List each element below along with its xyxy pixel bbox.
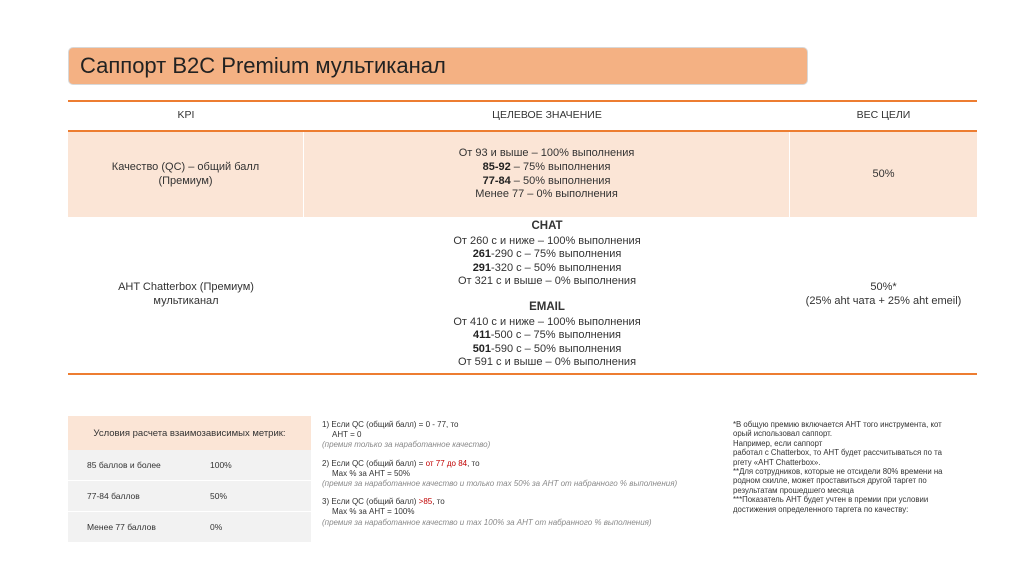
weight-cell: 50% [872, 167, 895, 180]
kpi-name-cell [68, 132, 304, 217]
kpi-name-line: AHT Chatterbox (Премиум) [118, 281, 254, 294]
target-line [473, 262, 622, 276]
rule-text: , то [432, 497, 445, 507]
header-kpi: KPI [177, 109, 195, 122]
note-line: достижения определенного таргета по качеству: [733, 504, 909, 514]
condition-value: 100% [210, 460, 232, 470]
footnotes [733, 420, 973, 514]
weight-cell [790, 217, 977, 373]
target-line: От 591 с и выше – 0% выполнения [457, 356, 637, 369]
rule-highlight: >85 [418, 497, 433, 507]
rule-3 [322, 497, 712, 528]
rule-text: 3) Если QC (общий балл) [322, 497, 419, 507]
rule-1 [322, 420, 712, 451]
target-text: -290 с – 75% выполнения [491, 248, 622, 261]
target-text: -320 с – 50% выполнения [491, 261, 622, 274]
note-line: **Для сотрудников, которые не отсидели 80% времени на [733, 467, 943, 477]
target-bold: 85-92 [482, 160, 511, 173]
rule-text: 2) Если QC (общий балл) = [322, 458, 426, 468]
target-line: От 321 с и выше – 0% выполнения [457, 275, 637, 288]
rule-condition [322, 497, 712, 507]
condition-label: 85 баллов и более [87, 460, 161, 470]
rule-condition [322, 459, 712, 469]
target-line [473, 343, 622, 357]
target-text: – 75% выполнения [510, 160, 611, 173]
header-target: ЦЕЛЕВОЕ ЗНАЧЕНИЕ [492, 109, 602, 122]
note-line: *В общую премию включается АНТ того инструмента, кот [733, 420, 942, 429]
kpi-name-cell [68, 217, 304, 373]
table-row [68, 512, 311, 542]
rules-block [322, 420, 712, 536]
chat-heading: CHAT [531, 220, 563, 233]
note-line: работал с Chatterbox, то AHT будет рассчитываться по та [733, 448, 942, 458]
condition-label: 77-84 баллов [87, 491, 140, 501]
target-bold: 291 [472, 261, 492, 274]
target-line [473, 248, 622, 262]
condition-label: Менее 77 баллов [87, 522, 156, 532]
target-line [483, 175, 611, 189]
target-bold: 261 [472, 248, 492, 261]
email-heading: EMAIL [529, 301, 565, 313]
note-line: Например, если саппорт [733, 438, 823, 448]
note-line: результатам прошедшего месяца [733, 485, 854, 495]
note-line: орый использовал саппорт. [733, 429, 833, 439]
kpi-name-line: (Премиум) [158, 174, 213, 187]
conditions-table [68, 416, 311, 542]
target-line [483, 161, 611, 175]
target-line: От 410 с и ниже – 100% выполнения [453, 315, 641, 328]
condition-value: 50% [210, 491, 228, 501]
rule-condition: 1) Если QC (общий балл) = 0 - 77, то [322, 420, 459, 429]
weight-line: (25% aht чата + 25% aht emeil) [805, 295, 962, 307]
weight-line: 50%* [870, 281, 897, 294]
header-weight: ВЕС ЦЕЛИ [856, 109, 911, 122]
rule-result: AHT = 0 [332, 430, 362, 440]
note-line: ***Показатель AHT будет учтен в премии при условии [733, 495, 929, 505]
page-title: Саппорт B2C Premium мультиканал [68, 47, 808, 85]
target-bold: 77-84 [482, 174, 511, 187]
note-line: ргету «AHT Chatterbox». [733, 457, 821, 467]
note-line: родном скилле, может проставиться другой таргет по [733, 476, 927, 486]
rule-2 [322, 459, 712, 490]
target-text: -500 с – 75% выполнения [490, 329, 621, 342]
table-row [68, 481, 311, 511]
target-cell [304, 217, 790, 373]
kpi-table-header [68, 100, 977, 132]
condition-value: 0% [210, 522, 223, 532]
target-line: От 260 с и ниже – 100% выполнения [453, 234, 641, 247]
rule-highlight: от 77 до 84 [425, 458, 468, 468]
rule-note: (премия за наработанное качество и max 100% за AHT от набранного % выполнения) [322, 517, 652, 527]
target-line [473, 329, 621, 343]
target-text: – 50% выполнения [510, 174, 611, 187]
table-row [68, 450, 311, 480]
conditions-header: Условия расчета взаимозависимых метрик: [68, 416, 311, 450]
target-text: -590 с – 50% выполнения [491, 342, 622, 355]
rule-result: Max % за AHT = 50% [332, 468, 410, 478]
target-line: Менее 77 – 0% выполнения [475, 188, 618, 201]
table-row-aht [68, 217, 977, 375]
rule-result: Max % за AHT = 100% [332, 507, 415, 517]
rule-note: (премия только за наработанное качество) [322, 440, 491, 450]
table-row-quality [68, 132, 977, 217]
rule-text: , то [467, 458, 480, 468]
target-bold: 411 [473, 329, 491, 342]
target-cell [304, 132, 790, 217]
kpi-name-line: мультиканал [153, 295, 219, 307]
target-bold: 501 [472, 342, 492, 355]
kpi-name-line: Качество (QC) – общий балл [111, 160, 260, 173]
target-line: От 93 и выше – 100% выполнения [458, 147, 635, 160]
rule-note: (премия за наработанное качество и только max 50% за AHT от набранного % выполнения) [322, 479, 678, 489]
